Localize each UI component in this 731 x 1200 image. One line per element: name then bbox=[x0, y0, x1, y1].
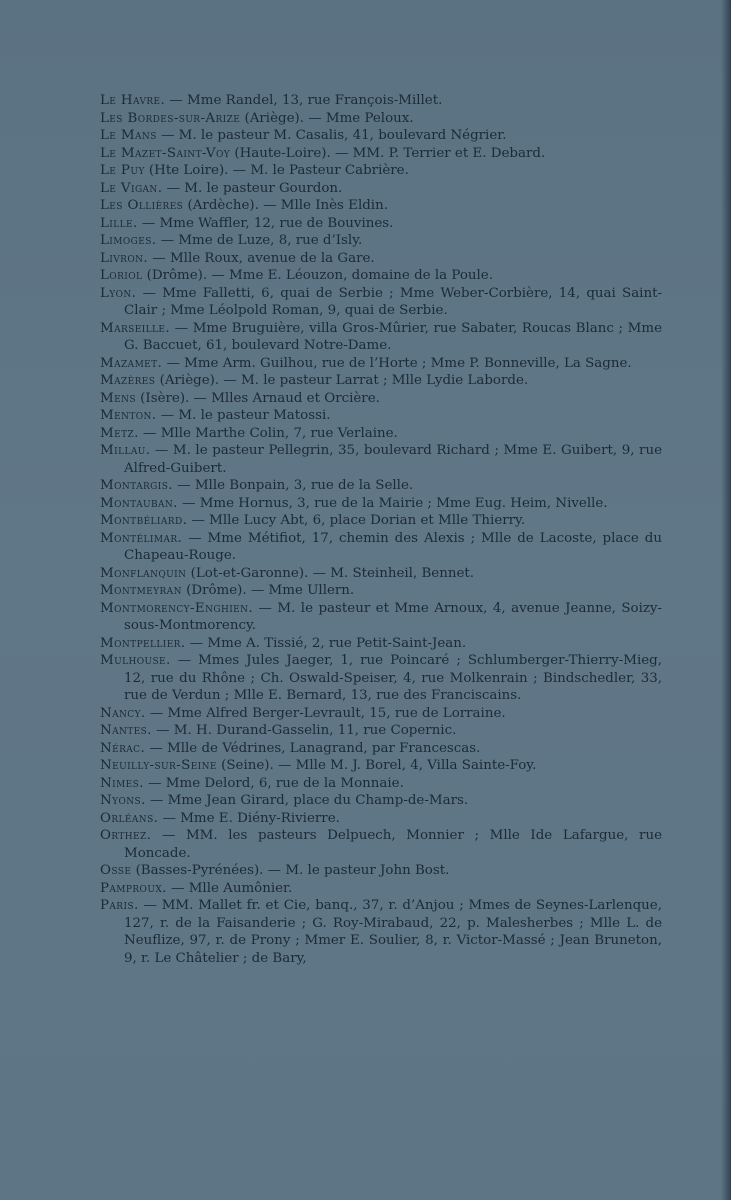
place-name: Nancy. bbox=[100, 705, 146, 721]
entry-text: — Mme E. Diény-Rivierre. bbox=[158, 810, 340, 826]
list-item bbox=[100, 635, 662, 653]
place-name: Nimes. bbox=[100, 775, 144, 791]
entry-text: — Mlle Lucy Abt, 6, place Dorian et Mlle Thierry. bbox=[187, 513, 526, 528]
entry-text: — Mlle Roux, avenue de la Gare. bbox=[148, 250, 375, 266]
list-item bbox=[100, 215, 662, 233]
entry-text: — Mme Waffler, 12, rue de Bouvines. bbox=[137, 215, 394, 231]
entry-text: — Mlle de Védrines, Lanagrand, par Francescas. bbox=[145, 740, 481, 756]
list-item bbox=[100, 652, 662, 705]
place-name: Marseille. bbox=[100, 320, 171, 336]
place-name: Le Mans bbox=[100, 128, 157, 143]
entry-text: — Mlle Aumônier. bbox=[166, 880, 293, 896]
list-item bbox=[100, 110, 662, 128]
list-item bbox=[100, 757, 662, 775]
entry-text: — Mme Alfred Berger-Levrault, 15, rue de Lorraine. bbox=[145, 705, 506, 721]
list-item bbox=[100, 127, 662, 145]
place-name: Les Bordes-sur-Arize bbox=[100, 110, 241, 126]
place-name: Neuilly-sur-Seine bbox=[100, 758, 217, 773]
list-item bbox=[100, 512, 662, 530]
place-name: Nantes. bbox=[100, 723, 152, 738]
place-name: Montélimar. bbox=[100, 530, 183, 546]
list-item bbox=[100, 705, 662, 723]
list-item bbox=[100, 145, 662, 163]
place-name: Nyons. bbox=[100, 793, 146, 808]
list-item bbox=[100, 495, 662, 513]
list-item bbox=[100, 320, 662, 355]
list-item bbox=[100, 740, 662, 758]
entry-text: (Ariège). — Mme Peloux. bbox=[240, 110, 414, 126]
place-name: Montmorency-Enghien. bbox=[100, 600, 254, 616]
list-item bbox=[100, 880, 662, 898]
list-item bbox=[100, 530, 662, 565]
list-item bbox=[100, 92, 662, 110]
entry-text: — M. le pasteur Matossi. bbox=[156, 408, 331, 423]
place-name: Lille. bbox=[100, 215, 138, 231]
entry-text: — Mme Arm. Guilhou, rue de l’Horte ; Mme P. Bonneville, La Sagne. bbox=[162, 355, 632, 371]
page-edge-shadow bbox=[721, 0, 731, 1200]
list-item bbox=[100, 565, 662, 583]
entry-text: — Mme A. Tissié, 2, rue Petit-Saint-Jean. bbox=[185, 635, 467, 651]
list-item bbox=[100, 862, 662, 880]
place-name: Monflanquin bbox=[100, 565, 187, 581]
list-item bbox=[100, 722, 662, 740]
list-item bbox=[100, 600, 662, 635]
entry-text: — Mme Bruguière, villa Gros-Mûrier, rue Sabater, Roucas Blanc ; Mme G. Baccuet, 61, boulevard Notre-Dame. bbox=[124, 320, 662, 353]
entry-text: — M. le pasteur Gourdon. bbox=[162, 180, 343, 196]
entry-text: (Hte Loire). — M. le Pasteur Cabrière. bbox=[144, 163, 409, 178]
entry-text: — Mme Delord, 6, rue de la Monnaie. bbox=[143, 775, 404, 791]
place-name: Livron. bbox=[100, 250, 149, 266]
place-name: Montbéliard. bbox=[100, 513, 188, 528]
place-name: Le Puy bbox=[100, 163, 145, 178]
place-name: Mulhouse. bbox=[100, 653, 171, 668]
entry-text: — Mme Falletti, 6, quai de Serbie ; Mme Weber-Corbière, 14, quai Saint-Clair ; Mme Léolpold Roman, 9, quai de Serbie. bbox=[124, 285, 662, 318]
list-item bbox=[100, 425, 662, 443]
place-name: Orthez. bbox=[100, 828, 152, 843]
list-item bbox=[100, 827, 662, 862]
place-name: Le Vigan. bbox=[100, 180, 163, 196]
list-item bbox=[100, 477, 662, 495]
list-item bbox=[100, 582, 662, 600]
entry-text: (Drôme). — Mme Ullern. bbox=[181, 583, 355, 598]
entry-text: — M. le pasteur M. Casalis, 41, boulevard Négrier. bbox=[156, 128, 507, 143]
place-name: Le Havre. bbox=[100, 93, 166, 108]
entry-text: — Mme de Luze, 8, rue d’Isly. bbox=[156, 233, 363, 248]
place-name: Nérac. bbox=[100, 740, 146, 756]
place-name: Limoges. bbox=[100, 233, 157, 248]
place-name: Orléans. bbox=[100, 810, 159, 826]
entry-text: (Ariège). — M. le pasteur Larrat ; Mlle Lydie Laborde. bbox=[155, 373, 529, 388]
list-item bbox=[100, 197, 662, 215]
entry-text: (Basses-Pyrénées). — M. le pasteur John Bost. bbox=[131, 863, 450, 878]
place-name: Montargis. bbox=[100, 478, 173, 493]
entry-text: — Mme Hornus, 3, rue de la Mairie ; Mme Eug. Heim, Nivelle. bbox=[177, 495, 608, 511]
entry-text: (Seine). — Mlle M. J. Borel, 4, Villa Sainte-Foy. bbox=[216, 758, 537, 773]
entry-text: — M. le pasteur et Mme Arnoux, 4, avenue Jeanne, Soizy-sous-Montmorency. bbox=[124, 600, 662, 633]
place-name: Loriol bbox=[100, 268, 143, 283]
list-item bbox=[100, 390, 662, 408]
list-item bbox=[100, 250, 662, 268]
place-name: Mazères bbox=[100, 373, 156, 388]
entry-text: — Mlle Marthe Colin, 7, rue Verlaine. bbox=[138, 425, 398, 441]
entry-text: — MM. les pasteurs Delpuech, Monnier ; Mlle Ide Lafargue, rue Moncade. bbox=[124, 828, 662, 861]
entry-text: — MM. Mallet fr. et Cie, banq., 37, r. d’Anjou ; Mmes de Seynes-Larlenque, 127, r. de la Faisanderie ; G. Roy-Mirabaud, 22, p. Malesherbes ; Mlle L. de Neuflize, 97, r. de Prony ; Mmer E. Soulier, 8, r. Victor-Massé ; Jean Bruneton, 9, r. Le Châtelier ; de Bary, bbox=[124, 898, 662, 966]
list-item bbox=[100, 232, 662, 250]
list-item bbox=[100, 162, 662, 180]
list-item bbox=[100, 775, 662, 793]
entry-text: (Haute-Loire). — MM. P. Terrier et E. Debard. bbox=[230, 145, 546, 161]
entry-text: — Mme Métifiot, 17, chemin des Alexis ; Mlle de Lacoste, place du Chapeau-Rouge. bbox=[124, 530, 662, 563]
list-item bbox=[100, 372, 662, 390]
place-name: Metz. bbox=[100, 425, 139, 441]
list-item bbox=[100, 355, 662, 373]
place-name: Lyon. bbox=[100, 285, 137, 301]
place-name: Montpellier. bbox=[100, 635, 186, 651]
list-item bbox=[100, 442, 662, 477]
place-name: Le Mazet-Saint-Voy bbox=[100, 145, 231, 161]
entry-text: — Mmes Jules Jaeger, 1, rue Poincaré ; Schlumberger-Thierry-Mieg, 12, rue du Rhône ; Ch. Oswald-Speiser, 4, rue Molkenrain ; Bindschedler, 33, rue de Verdun ; Mlle E. Bernard, 13, rue des Franciscains. bbox=[124, 653, 662, 703]
entry-text: — Mlle Bonpain, 3, rue de la Selle. bbox=[172, 478, 414, 493]
place-name: Paris. bbox=[100, 898, 139, 913]
entry-text: — Mme Randel, 13, rue François-Millet. bbox=[165, 93, 443, 108]
place-name: Menton. bbox=[100, 408, 157, 423]
place-name: Mazamet. bbox=[100, 355, 163, 371]
entry-text: — M. H. Durand-Gasselin, 11, rue Copernic. bbox=[151, 723, 457, 738]
place-name: Montmeyran bbox=[100, 583, 182, 598]
place-name: Millau. bbox=[100, 443, 151, 458]
entry-text: — M. le pasteur Pellegrin, 35, boulevard Richard ; Mme E. Guibert, 9, rue Alfred-Guibert. bbox=[124, 443, 662, 476]
address-list bbox=[100, 92, 662, 967]
entry-text: — Mme Jean Girard, place du Champ-de-Mars. bbox=[145, 793, 469, 808]
entry-text: (Ardèche). — Mlle Inès Eldin. bbox=[183, 198, 388, 213]
list-item bbox=[100, 897, 662, 967]
place-name: Les Ollières bbox=[100, 198, 184, 213]
list-item bbox=[100, 810, 662, 828]
list-item bbox=[100, 285, 662, 320]
place-name: Osse bbox=[100, 863, 132, 878]
place-name: Montauban. bbox=[100, 495, 178, 511]
entry-text: (Drôme). — Mme E. Léouzon, domaine de la Poule. bbox=[142, 268, 493, 283]
list-item bbox=[100, 267, 662, 285]
entry-text: (Lot-et-Garonne). — M. Steinheil, Bennet. bbox=[186, 565, 475, 581]
place-name: Mens bbox=[100, 390, 136, 406]
list-item bbox=[100, 180, 662, 198]
entry-text: (Isère). — Mlles Arnaud et Orcière. bbox=[135, 390, 380, 406]
list-item bbox=[100, 792, 662, 810]
place-name: Pamproux. bbox=[100, 880, 167, 896]
list-item bbox=[100, 407, 662, 425]
